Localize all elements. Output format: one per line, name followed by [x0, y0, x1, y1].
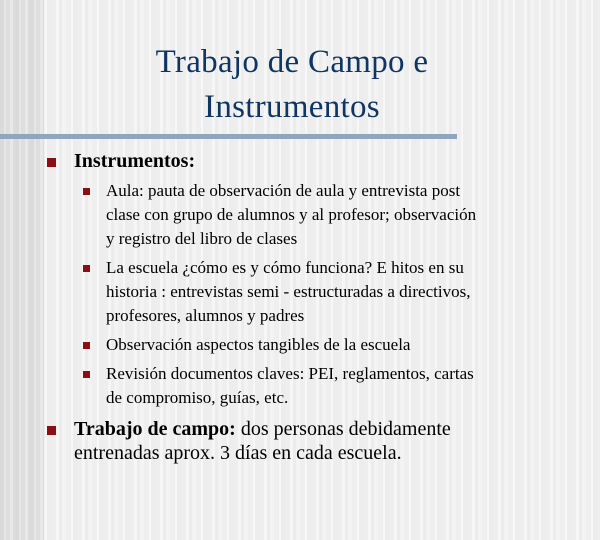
- bullet-body-line-1: dos personas debidamente: [235, 418, 451, 440]
- sub-item-line: historia : entrevistas semi - estructuradas a directivos,: [106, 282, 471, 301]
- bullet-square-icon: [47, 158, 56, 167]
- sub-item-revision: [106, 362, 561, 410]
- title-divider: [0, 134, 457, 139]
- title-line-1: Trabajo de Campo e: [155, 44, 429, 80]
- bullet-trabajo-de-campo: [74, 417, 574, 465]
- sub-item-line: La escuela ¿cómo es y cómo funciona? E hitos en su: [106, 258, 464, 277]
- sub-item-line: y registro del libro de clases: [106, 229, 298, 248]
- sub-item-line: Observación aspectos tangibles de la escuela: [106, 335, 411, 354]
- sub-item-line: Aula: pauta de observación de aula y entrevista post: [106, 181, 461, 200]
- bullet-heading: Trabajo de campo:: [74, 418, 236, 440]
- bullet-square-icon: [47, 426, 56, 435]
- sub-bullet-square-icon: [83, 342, 90, 349]
- sub-item-escuela: [106, 256, 561, 328]
- bullet-body-line-2: entrenadas aprox. 3 días en cada escuela.: [74, 442, 402, 464]
- sub-item-line: de compromiso, guías, etc.: [106, 388, 289, 407]
- sub-bullet-square-icon: [83, 371, 90, 378]
- sub-item-line: Revisión documentos claves: PEI, reglamentos, cartas: [106, 364, 474, 383]
- bullet-instrumentos-heading: Instrumentos:: [74, 150, 196, 172]
- title-line-2: Instrumentos: [204, 89, 380, 125]
- sub-item-aula: [106, 179, 561, 251]
- slide-title: [0, 40, 584, 130]
- sub-bullet-square-icon: [83, 265, 90, 272]
- sub-item-line: profesores, alumnos y padres: [106, 306, 305, 325]
- sub-item-observacion: [106, 333, 561, 357]
- sub-item-line: clase con grupo de alumnos y al profesor; observación: [106, 205, 477, 224]
- sub-bullet-square-icon: [83, 188, 90, 195]
